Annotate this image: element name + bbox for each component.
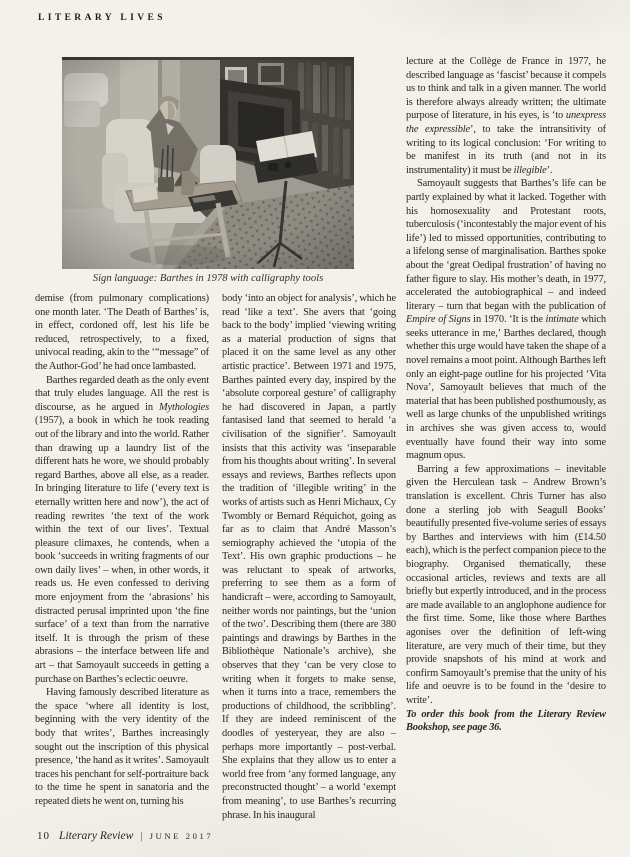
section-label: LITERARY LIVES (38, 13, 166, 23)
body-paragraph: Having famously described literature as the space ‘where all identity is lost, beginning with the very identity of the body that writes’, Barthes increasingly sought out the inscription of this physical presence, ‘the hand as it writes’. Samoyault traces his penchant for self-portraiture back to the time he spent in sanatoria and the repeated diets he went on, turning his (35, 687, 209, 807)
barthes-photo (62, 57, 354, 269)
magazine-title: Literary Review (59, 829, 134, 842)
barthes-photo-figure (62, 57, 354, 284)
body-paragraph: Barring a few approximations – inevitable given the Herculean task – Andrew Brown’s translation is excellent. Chris Turner has also done a sterling job with Seagull Books’ beautifully presented five-volume series of essays by Barthes and interviews with him (£14.50 each), which is the perfect companion piece to the biography. Organised thematically, these occasional articles, reviews and texts are all briefly but expertly introduced, and in the process are made available to an anglophone audience for the first time. Some, like those where Barthes agonises over the definition of left-wing literature, are very much of their time, but they provide snapshots of his mind at work and confirm Samoyault’s premise that the unity of his life and oeuvre is to be found in the ‘desire to write’. (406, 463, 606, 706)
page-footer (37, 829, 213, 842)
photo-caption: Sign language: Barthes in 1978 with calligraphy tools (92, 273, 324, 284)
footer-divider: | (140, 830, 143, 842)
bookshop-order-note: To order this book from the Literary Review Bookshop, see page 36. (406, 708, 606, 734)
column-middle (222, 292, 396, 822)
column-left (35, 292, 209, 822)
column-right (406, 55, 606, 823)
body-paragraph: body ‘into an object for analysis’, which he read ‘like a text’. She avers that ‘going back to the body’ implied ‘viewing writing as a material production of signs that placed it on the same level as any other artistic practice’. Between 1971 and 1975, Barthes painted every day, inspired by the ‘absolute corporeal gesture’ of calligraphy he had discovered in Japan, a partly fantasised land that seemed to herald ‘a civilisation of the signifier’. Samoyault insists that this activity was ‘inseparable from his thoughts about writing’. In several essays and reviews, Barthes reflects upon the tradition of ‘illegible writing’ in the works of artists such as Henri Michaux, Cy Twombly or Bernard Réquichot, going as far as to claim that André Masson’s semiography achieved the ‘utopia of the Text’. His own graphic productions – he was reluctant to speak of artworks, preferring to see them as a form of handicraft – were, according to Samoyault, neither words nor paintings, but the ‘union of the two’. Describing them (there are 380 paintings and drawings by Barthes in the Bibliothèque Nationale’s archive), she observes that they ‘can be very close to writing when it forgets to make sense, when it turns into a trace, remembers the productions of childhood, the scribbling’. If they are indeed reminiscent of the doodles of yesteryear, they are also – perhaps more importantly – post-verbal. She explains that they allow us to enter a world free from ‘any formed language, any preconstructed thought’ – a world ‘exempt from meaning’, to use Barthes’s recurring phrase. In his inaugural (222, 293, 396, 821)
body-paragraph: demise (from pulmonary complications) one month later. ‘The Death of Barthes’ is, in effect, cordoned off, lest his life be reduced, retrospectively, to a fixed, univocal reading, akin to the ‘“message” of the Author-God’ he had once lambasted. (35, 293, 209, 372)
body-paragraph: Samoyault suggests that Barthes’s life can be partly explained by what it lacked. Together with his homosexuality and Protestant roots, tuberculosis (‘incontestably the major event of his life’) led to missed opportunities, contributing to a lifelong sense of marginalisation. Barthes spoke about the ‘great Oedipal frustration’ of having no father figure to slay. His mother’s death, in 1977, accelerated the autobiographical – and indeed literary – turn that began with the publication of Empire of Signs in 1970. ‘It is the intimate which seeks utterance in me,’ Barthes declared, though whether this urge would have taken the shape of a novel remains a moot point. Although Barthes left only an eight-page outline for his projected ‘Vita Nova’, Samoyault believes that much of the material that has been published posthumously, as well as large chunks of the unpublished writings in archives she was given access to, would eventually have found their way into some magnum opus. (406, 178, 606, 462)
issue-date: JUNE 2017 (149, 831, 214, 841)
body-paragraph: Barthes regarded death as the only event that truly eludes language. All the rest is discourse, as he argued in Mythologies (1957), a book in which he took reading out of the library and into the world. Rather than drawing up a laundry list of the different hats he wore, we should probably regard Barthes, above all else, as a reader. In bringing literature to life (‘every text is eternally written here and now’), the act of reading rewrites ‘the text of the work within the text of our lives’. Textual pleasure climaxes, he contends, when a book ‘succeeds in writing fragments of our own daily lives’ – when, in other words, it reads us. He even confessed to deriving more enjoyment from the ‘abrasions’ his distracted perusal imprinted upon ‘the fine surface’ of a text than from the narrative itself. It is through the prism of these abrasions – the interface between life and art – that Samoyault succeeds in getting a purchase on Barthes’s eclectic oeuvre. (35, 374, 209, 685)
page-number: 10 (37, 830, 50, 842)
body-paragraph: lecture at the Collège de France in 1977, he described language as ‘fascist’ because it compels us to think and talk in a given manner. The world is therefore always already written; the ultimate purpose of literature, in his eyes, is ‘to unexpress the expressible’, to take the intransitivity of writing to its logical conclusion: ‘For writing to be manifest in its truth (and not in its instrumentality) it must be illegible’. (406, 56, 606, 176)
